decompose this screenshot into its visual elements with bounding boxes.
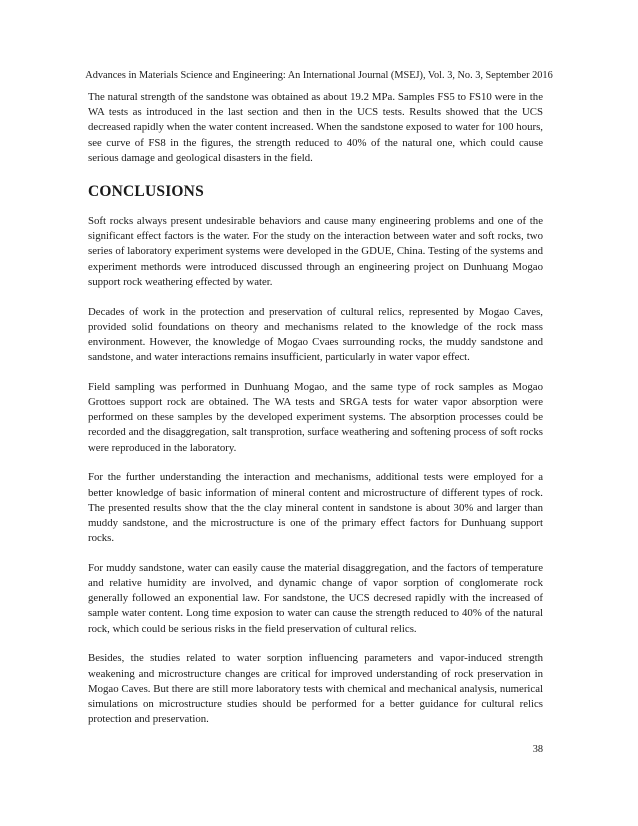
page-number: 38 [532, 744, 543, 755]
conclusions-paragraph-3: Field sampling was performed in Dunhuang Mogao, and the same type of rock samples as Mogao Grottoes support rock are obtained. The WA tests and SRGA tests for water vapor absorption were performed on these samples by the developed experiment systems. The absorption processes could be recorded and the disaggregation, salt transprotion, surface weathering and softening process of soft rocks were reproduced in the laboratory. [88, 380, 543, 454]
conclusions-paragraph-5: For muddy sandstone, water can easily cause the material disaggregation, and the factors of temperature and relative humidity are involved, and dynamic change of vapor sorption of conglomerate rock generally followed an exponential law. For sandstone, the UCS decresed rapidly with the increased of sample water content. Long time exposion to water can cause the strength reduced to 40% of the natural rock, which could be serious risks in the field preservation of cultural relics. [88, 561, 543, 635]
results-paragraph: The natural strength of the sandstone was obtained as about 19.2 MPa. Samples FS5 to FS10 were in the WA tests as introduced in the last section and then in the UCS tests. Results showed that the UCS decreased rapidly when the water content increased. When the sandstone exposed to water for 100 hours, see curve of FS8 in the figures, the strength reduced to 40% of the natural one, which could cause serious damage and geological disasters in the field. [88, 91, 543, 164]
conclusions-paragraph-1: Soft rocks always present undesirable behaviors and cause many engineering problems and one of the significant effect factors is the water. For the study on the interaction between water and soft rocks, two series of laboratory experiment systems were developed in the GDUE, China. Testing of the systems and experiment methords were introduced discussed through an engineering project on Dunhuang Mogao support rock weathering effected by water. [88, 215, 543, 288]
conclusions-paragraph-6: Besides, the studies related to water sorption influencing parameters and vapor-induced strength weakening and microstructure changes are critical for improved understanding of rock preservation in Mogao Caves. But there are still more laboratory tests with chemical and mechanical analysis, numerical simulations on microstructure studies should be performed for a better guidance for cultural relics protection and preservation. [88, 652, 543, 726]
conclusions-heading: CONCLUSIONS [88, 183, 204, 201]
journal-running-header: Advances in Materials Science and Engineering: An International Journal (MSEJ), Vol. 3, No. 3, September 2016 [85, 70, 553, 81]
conclusions-paragraph-2: Decades of work in the protection and preservation of cultural relics, represented by Mogao Caves, provided solid foundations on theory and mechanisms related to the knowledge of the rock mass environment. However, the knowledge of Mogao Cvaes surrounding rocks, the muddy sandstone and sandstone, and water interactions remains insufficient, particularly in water vapor effect. [88, 305, 543, 364]
body-text [88, 90, 543, 742]
conclusions-paragraph-4: For the further understanding the interaction and mechanisms, additional tests were employed for a better knowledge of basic information of mineral content and microstructure of different types of rock. The presented results show that the the clay mineral content in sandstone is about 30% and larger than muddy sandstone, and the microstructure is one of the primary effect factors for Dunhuang support rocks. [88, 471, 543, 545]
